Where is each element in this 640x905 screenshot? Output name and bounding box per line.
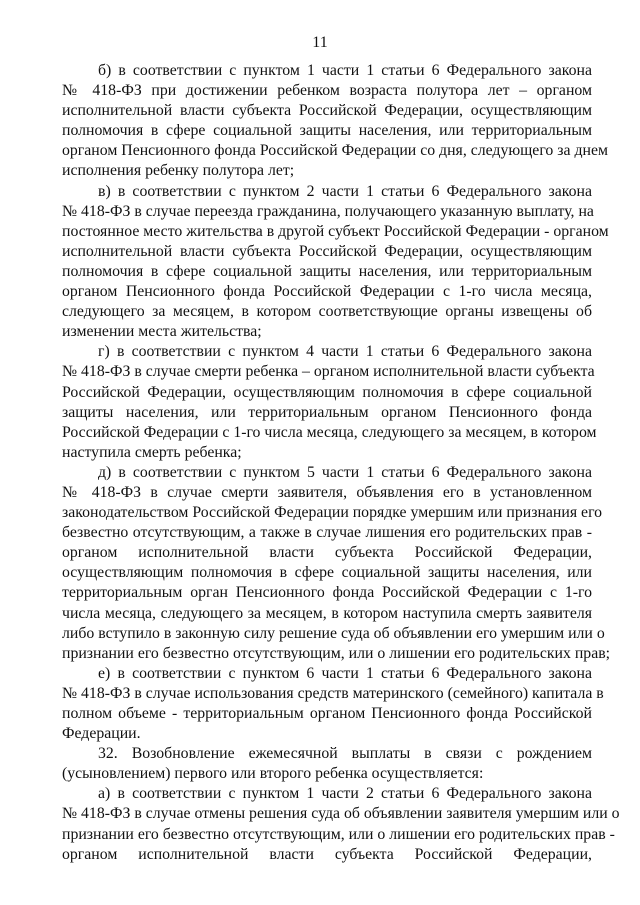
text-line: безвестно отсутствующим, а также в случае лишения его родительских прав - (62, 524, 592, 542)
text-line: № 418-ФЗ в случае переезда гражданина, получающего указанную выплату, на (62, 202, 594, 220)
text-line: (усыновлением) первого или второго ребенка осуществляется: (62, 765, 484, 783)
text-line: законодательством Российской Федерации порядке умершим или признания его (62, 504, 603, 522)
text-line: полномочия в сфере социальной защиты населения, или территориальным (62, 122, 592, 140)
text-line: осуществляющим полномочия в сфере социальной защиты населения, или (62, 564, 592, 582)
text-line: Федерации. (62, 725, 141, 743)
text-line: изменении места жительства; (62, 323, 262, 341)
text-line: е) в соответствии с пунктом 6 части 1 статьи 6 Федерального закона (98, 664, 592, 682)
text-line: постоянное место жительства в другой субъект Российской Федерации - органом (62, 222, 609, 240)
text-line: № 418-ФЗ в случае смерти заявителя, объявления его в установленном (62, 483, 592, 501)
text-line: защиты населения, или территориальным органом Пенсионного фонда (62, 403, 592, 421)
text-line: исполнительной власти субъекта Российской Федерации, осуществляющим (62, 242, 592, 260)
text-line: б) в соответствии с пунктом 1 части 1 статьи 6 Федерального закона (98, 62, 592, 79)
text-line: наступила смерть ребенка; (62, 443, 242, 461)
text-line: № 418-ФЗ при достижении ребенком возраста полутора лет – органом (62, 82, 592, 100)
text-line: территориальным орган Пенсионного фонда Российской Федерации с 1-го (62, 584, 592, 602)
text-line: Российской Федерации с 1-го числа месяца, следующего за месяцем, в котором (62, 423, 597, 441)
text-line: полном объеме - территориальным органом Пенсионного фонда Российской (62, 705, 592, 722)
text-line: а) в соответствии с пунктом 1 части 2 статьи 6 Федерального закона (98, 785, 592, 803)
page-number: 11 (312, 34, 328, 51)
text-line: числа месяца, следующего за месяцем, в котором наступила смерть заявителя (62, 604, 592, 622)
text-line: г) в соответствии с пунктом 4 части 1 статьи 6 Федерального закона (98, 343, 592, 361)
text-line: № 418-ФЗ в случае использования средств материнского (семейного) капитала в (62, 684, 604, 702)
text-line: в) в соответствии с пунктом 2 части 1 статьи 6 Федерального закона (98, 182, 592, 200)
text-line: № 418-ФЗ в случае смерти ребенка – органом исполнительной власти субъекта (62, 363, 595, 381)
text-line: органом исполнительной власти субъекта Российской Федерации, (62, 845, 592, 863)
text-line: исполнения ребенку полутора лет; (62, 162, 295, 180)
text-line: органом исполнительной власти субъекта Российской Федерации, (62, 544, 592, 562)
text-line: либо вступило в законную силу решение суда об объявлении его умершим или о (62, 624, 605, 642)
text-line: № 418-ФЗ в случае отмены решения суда об объявлении заявителя умершим или о (62, 805, 620, 823)
text-line: признании его безвестно отсутствующим, или о лишении его родительских прав; (62, 644, 611, 662)
text-line: д) в соответствии с пунктом 5 части 1 статьи 6 Федерального закона (98, 463, 592, 481)
text-line: полномочия в сфере социальной защиты населения, или территориальным (62, 262, 592, 280)
text-line: следующего за месяцем, в котором соответствующие органы извещены об (62, 303, 592, 321)
text-line: органом Пенсионного фонда Российской Федерации с 1-го числа месяца, (62, 283, 592, 301)
text-line: 32. Возобновление ежемесячной выплаты в связи с рождением (98, 745, 592, 763)
document-body (62, 61, 620, 865)
text-line: органом Пенсионного фонда Российской Федерации со дня, следующего за днем (62, 142, 608, 160)
text-line: Российской Федерации, осуществляющим полномочия в сфере социальной (62, 383, 592, 401)
text-line: признании его безвестно отсутствующим, или о лишении его родительских прав - (62, 825, 615, 843)
text-line: исполнительной власти субъекта Российской Федерации, осуществляющим (62, 102, 592, 120)
